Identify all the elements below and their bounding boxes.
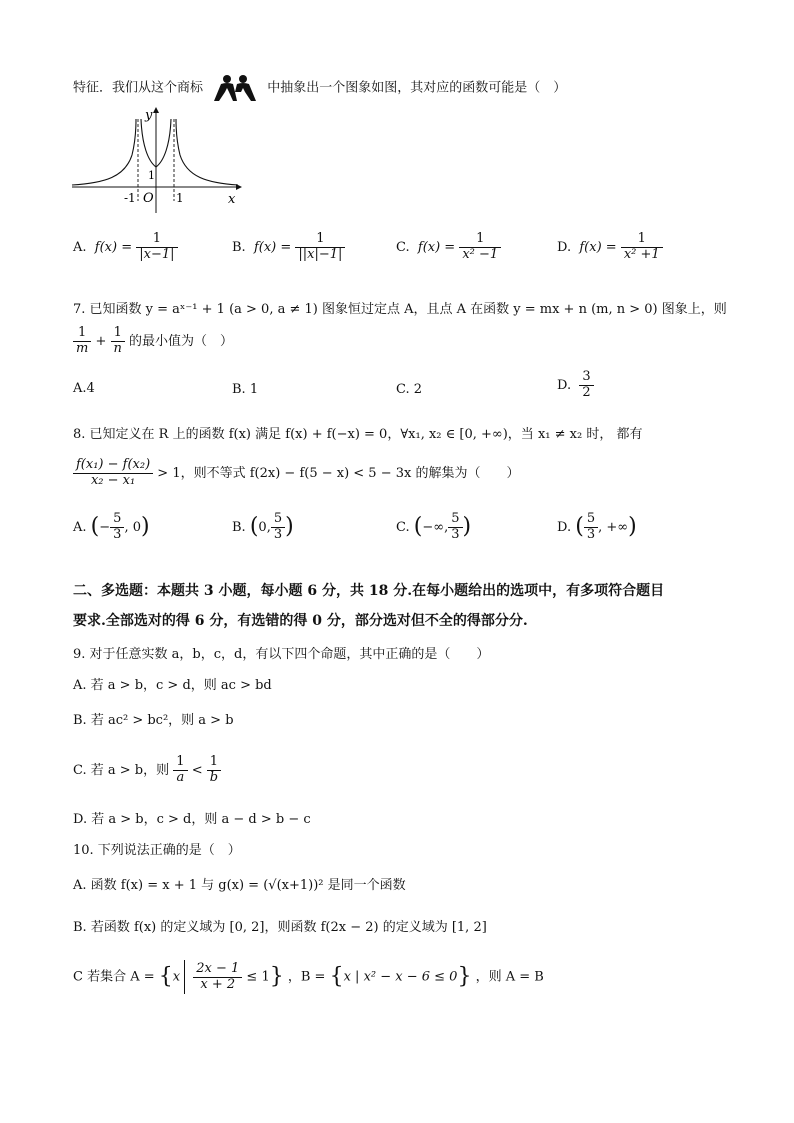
y-axis-arrow	[153, 107, 159, 113]
q6-option-d: D. f(x) = $\frac{1}{\text{x² +1}}$	[557, 232, 663, 263]
pos-one-label: 1	[176, 191, 184, 205]
q10-stem: 10. 下列说法正确的是（ ）	[73, 843, 241, 858]
q9-option-d: D. 若 a > b，c > d，则 a − d > b − c	[73, 812, 311, 827]
section2-line1: 二、多选题：本题共 3 小题，每小题 6 分，共 18 分.在每小题给出的选项中，有多项符合题目	[73, 583, 665, 599]
q7-option-c: C. 2	[396, 382, 423, 397]
q7-option-a: A.4	[73, 381, 95, 396]
q8-option-a: A. (− $\frac{5}{3}$ , 0)	[73, 511, 150, 542]
neg-one-label: -1	[124, 191, 136, 205]
q8-condition: $\frac{\text{f(x₁) − f(x₂)}}{\text{x₂ − x₁}}$ > 1，则不等式 f(2x) − f(5 − x) < 5 − 3x 的解集为（ ）	[73, 458, 519, 489]
q7-expression: $\frac{1}{m}$ + $\frac{1}{n}$ 的最小值为（ ）	[73, 326, 233, 357]
q10-option-c: C 若集合 A = {x $\frac{2x - 1}{x + 2}$ ≤ 1} ，B = {x | x² − x − 6 ≤ 0} ，则 A = B	[73, 960, 544, 994]
q10-option-a: A. 函数 f(x) = x + 1 与 g(x) = (√(x+1))² 是同一个函数	[73, 878, 406, 893]
q6-stem	[73, 74, 566, 102]
kappa-logo-icon	[207, 74, 263, 102]
q8-option-c: C. (−∞, $\frac{5}{3}$ )	[396, 511, 472, 542]
q6-option-a: A. f(x) = $\frac{1}{|x-1|}$	[73, 232, 178, 263]
q10-option-b: B. 若函数 f(x) 的定义域为 [0, 2]，则函数 f(2x − 2) 的定义域为 [1, 2]	[73, 920, 487, 935]
q9-stem: 9. 对于任意实数 a，b，c，d，有以下四个命题，其中正确的是（ ）	[73, 647, 490, 662]
q9-option-c: C. 若 a > b，则 $\frac{1}{a}$ < $\frac{1}{b}$	[73, 755, 221, 786]
y-label: y	[145, 108, 153, 123]
x-label: x	[228, 192, 236, 207]
q6-stem-before: 特征．我们从这个商标	[73, 80, 204, 96]
q8-stem: 8. 已知定义在 R 上的函数 f(x) 满足 f(x) + f(−x) = 0，∀x₁, x₂ ∈ [0, +∞)，当 x₁ ≠ x₂ 时， 都有	[73, 427, 643, 442]
q6-option-c: C. f(x) = $\frac{1}{\text{x² −1}}$	[396, 232, 501, 263]
origin-label: O	[143, 191, 154, 206]
q7-option-b: B. 1	[232, 382, 259, 397]
one-y-label: 1	[148, 169, 155, 182]
section2-line2: 要求.全部选对的得 6 分，有选错的得 0 分，部分选对但不全的得部分分.	[73, 613, 528, 629]
q8-option-b: B. (0, $\frac{5}{3}$ )	[232, 511, 294, 542]
q8-option-d: D. ( $\frac{5}{3}$ , +∞)	[557, 511, 637, 542]
q7-option-d: D. $\frac{3}{2}$	[557, 370, 594, 401]
q6-option-b: B. f(x) = $\frac{1}{||x|-1|}$	[232, 232, 345, 263]
curve-left-outer	[72, 119, 136, 185]
q6-function-graph	[70, 105, 250, 215]
curve-right-outer	[176, 119, 238, 185]
q6-stem-after: 中抽象出一个图象如图，其对应的函数可能是（ ）	[267, 80, 567, 96]
q9-option-b: B. 若 ac² > bc²，则 a > b	[73, 713, 234, 728]
q7-stem: 7. 已知函数 y = aˣ⁻¹ + 1 (a > 0, a ≠ 1) 图象恒过定点 A，且点 A 在函数 y = mx + n (m, n > 0) 图象上，则	[73, 302, 727, 317]
q9-option-a: A. 若 a > b，c > d，则 ac > bd	[73, 678, 272, 693]
